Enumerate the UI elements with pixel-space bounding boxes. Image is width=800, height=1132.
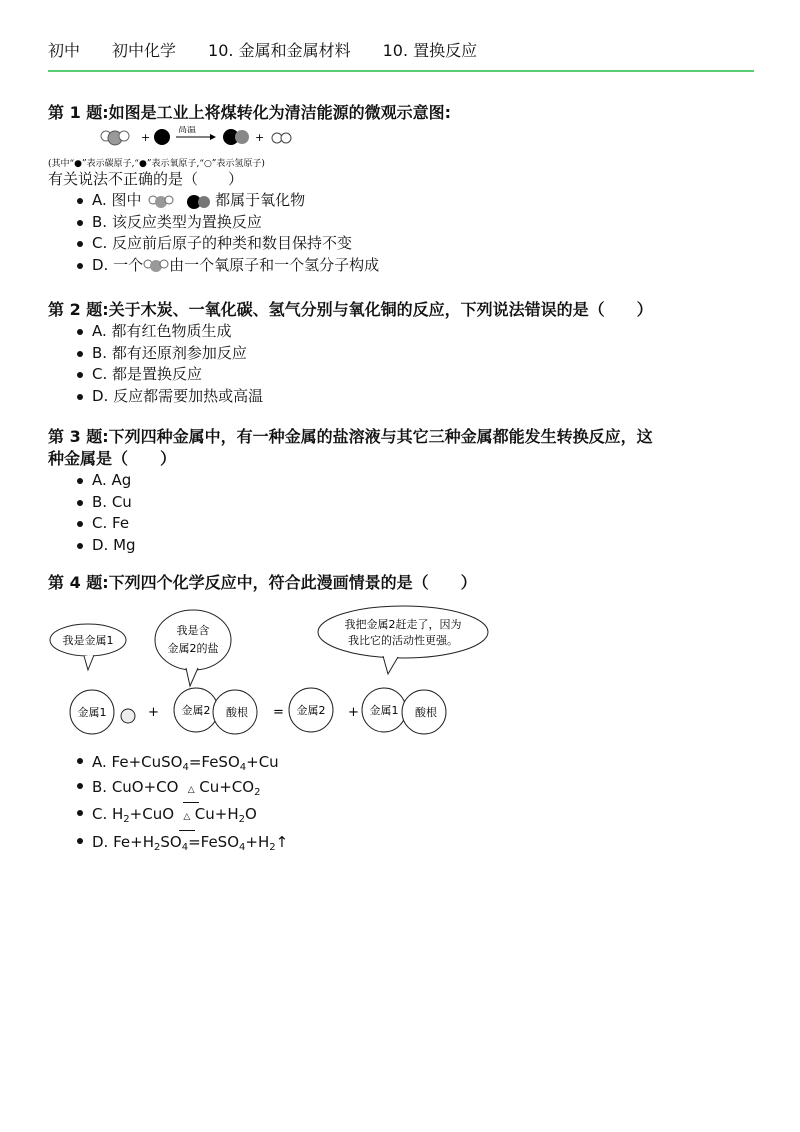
cartoon-figure	[48, 604, 508, 744]
speech-bubble-1	[50, 624, 126, 670]
svg-text:+: +	[141, 131, 151, 144]
option-list	[48, 321, 758, 407]
water-molecule-icon	[146, 192, 180, 210]
speech-bubble-2	[155, 610, 231, 686]
question-title-line1: 第 3 题:下列四种金属中，有一种金属的盐溶液与其它三种金属都能发生转换反应，这	[48, 427, 653, 446]
breadcrumb-level[interactable]: 初中	[48, 41, 81, 60]
svg-text:=: =	[273, 705, 284, 720]
option-c[interactable]: C. 都是置换反应	[92, 364, 758, 386]
svg-text:高温: 高温	[178, 126, 197, 135]
question-1	[48, 102, 758, 276]
option-d[interactable]: D. Mg	[92, 535, 758, 557]
question-3	[48, 426, 758, 556]
svg-text:+: +	[348, 705, 359, 720]
option-list	[48, 190, 758, 276]
option-list	[48, 750, 758, 854]
option-d[interactable]: D. $Fe+H_2SO_4=FeSO_4+H_2↑$	[92, 830, 758, 855]
svg-text:+: +	[148, 705, 159, 720]
option-c[interactable]: C. $H_2+CuO$ △ $Cu+H_2O$	[92, 802, 758, 830]
svg-text:金属2: 金属2	[181, 704, 211, 717]
heat-condition: △	[179, 805, 195, 830]
svg-text:+: +	[255, 131, 265, 144]
svg-text:金属2的盐: 金属2的盐	[167, 642, 219, 655]
option-c[interactable]: C. 反应前后原子的种类和数目保持不变	[92, 233, 758, 255]
svg-text:金属1: 金属1	[77, 706, 107, 719]
option-a[interactable]: A. Ag	[92, 470, 758, 492]
header-divider	[48, 70, 754, 72]
heat-condition: △	[183, 778, 199, 803]
carbon-atom-icon	[154, 129, 170, 145]
option-b[interactable]: B. Cu	[92, 492, 758, 514]
question-4	[48, 572, 758, 854]
breadcrumb-topic[interactable]: 10. 置换反应	[382, 41, 478, 60]
question-title-line2: 种金属是（ ）	[48, 449, 177, 468]
option-a[interactable]: A. 图中 都属于氧化物	[92, 190, 758, 212]
option-b[interactable]: B. 该反应类型为置换反应	[92, 212, 758, 234]
svg-text:金属1: 金属1	[369, 704, 399, 717]
svg-text:我是金属1: 我是金属1	[62, 634, 114, 647]
question-2	[48, 299, 758, 407]
option-list	[48, 470, 758, 556]
water-molecule-icon	[143, 256, 169, 274]
option-a[interactable]: A. Fe+CuSO$_4$=FeSO$_4$+Cu	[92, 750, 758, 775]
svg-text:我把金属2赶走了，因为: 我把金属2赶走了，因为	[344, 618, 462, 631]
new-salt-character	[362, 688, 446, 734]
option-a[interactable]: A. 都有红色物质生成	[92, 321, 758, 343]
speech-bubble-3	[318, 606, 488, 674]
breadcrumb	[48, 38, 509, 61]
hydrogen-molecule-icon	[272, 133, 291, 143]
question-title: 第 1 题:如图是工业上将煤转化为清洁能源的微观示意图:	[48, 103, 452, 122]
svg-text:我是含: 我是含	[176, 624, 210, 637]
breadcrumb-chapter[interactable]: 10. 金属和金属材料	[208, 41, 351, 60]
carbon-monoxide-icon	[223, 129, 249, 145]
metal1-character	[70, 690, 135, 734]
svg-text:酸根: 酸根	[226, 706, 248, 719]
option-b[interactable]: B. 都有还原剂参加反应	[92, 343, 758, 365]
question-title: 第 2 题:关于木炭、一氧化碳、氢气分别与氧化铜的反应，下列说法错误的是（ ）	[48, 300, 653, 319]
metal2-character	[289, 688, 333, 732]
svg-text:金属2: 金属2	[296, 704, 326, 717]
question-title: 第 4 题:下列四个化学反应中，符合此漫画情景的是（ ）	[48, 573, 477, 592]
option-c[interactable]: C. Fe	[92, 513, 758, 535]
salt-character	[174, 688, 257, 734]
breadcrumb-subject[interactable]: 初中化学	[112, 41, 177, 60]
option-b[interactable]: B. CuO+CO △ $Cu+CO_2$	[92, 775, 758, 803]
option-d[interactable]: D. 一个 由一个氧原子和一个氢分子构成	[92, 255, 758, 277]
svg-text:(其中“●”表示碳原子,“●”表示氧原子,“○”表示氢原子): (其中“●”表示碳原子,“●”表示氧原子,“○”表示氢原子)	[48, 159, 265, 169]
question-stem: 有关说法不正确的是（ ）	[48, 170, 244, 188]
option-d[interactable]: D. 反应都需要加热或高温	[92, 386, 758, 408]
svg-text:酸根: 酸根	[415, 706, 437, 719]
water-molecule-icon	[101, 131, 129, 145]
carbon-monoxide-icon	[185, 192, 215, 210]
svg-text:我比它的活动性更强。: 我比它的活动性更强。	[348, 634, 458, 647]
